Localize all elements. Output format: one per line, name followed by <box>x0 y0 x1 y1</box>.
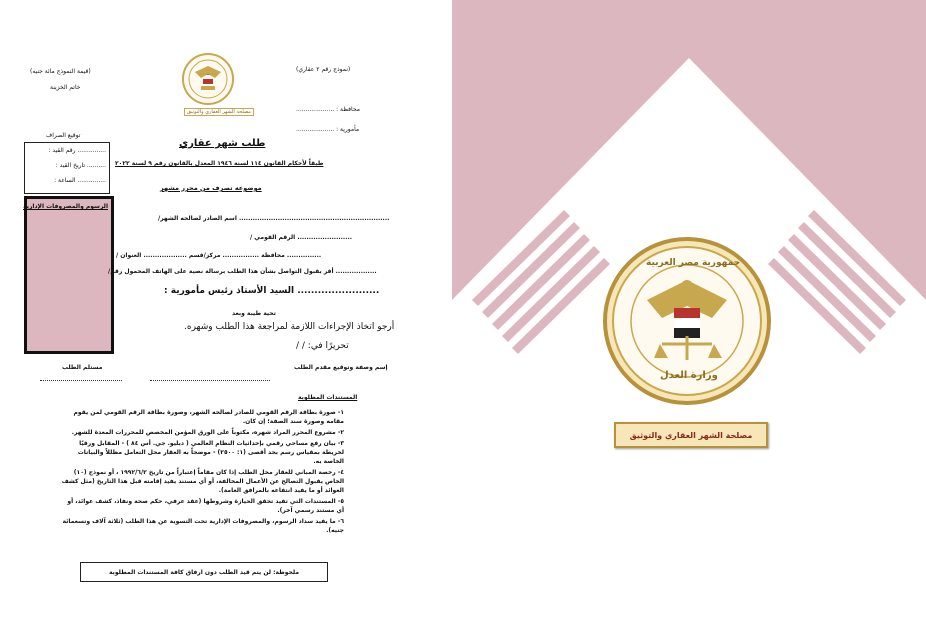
national-id-label: الرقم القومي / <box>250 234 296 241</box>
governorate-field: محافظة : .................... <box>296 106 360 113</box>
office-label: مأمورية : <box>336 126 360 133</box>
treasury-stamp-label: خاتم الخزينة <box>50 84 81 91</box>
entry-date-label: تاريخ القيد : <box>55 162 86 169</box>
document-item: ٣- بيان رفع مساحي رقمي بإحداثيات النظام العالمي ( دبليو. جي. أس ٨٤ ) - المقابل ورقيًا لخريطة بمقياس رسم بحد أقصى (١: ٢٥٠٠) - موضحاً به العقار محل التعامل مظللاً والبيانات الخاصة به. <box>77 440 344 465</box>
cashier-box <box>24 142 110 194</box>
governorate-label: محافظة : <box>336 106 360 113</box>
cover-page <box>452 0 926 622</box>
fees-box-title: الرسوم والمصروفات الإدارية <box>23 203 108 210</box>
emblem-bottom-text: وزارة العدل <box>660 370 718 381</box>
document-item: ٤- رخصة المباني للعقار محل الطلب إذا كان مقاماً إعتباراً من تاريخ ١٩٩٢/٦/٢ ، أو نموذج (١٠) الخاص بقبول التصالح عن الأعمال المخالفة، أو أي مستند يفيد إقامته قبل هذا التاريخ (مثل كشف العوائد أو ما يفيد انتفاعه بالمرافق العامة). <box>61 469 344 494</box>
address-district-label: مركز/قسم <box>188 252 221 259</box>
time-field: ............... الساعة : <box>54 177 106 184</box>
cover-banner <box>614 422 768 448</box>
address-label: العنوان / <box>116 252 142 259</box>
emblem-top-text: جمهورية مصر العربية <box>646 258 741 268</box>
entry-date-field: .......... تاريخ القيد : <box>55 162 106 169</box>
documents-list <box>60 408 344 535</box>
ministry-emblem <box>602 236 772 406</box>
addressee-field: ........................ السيد الأستاذ رئيس مأمورية : <box>164 286 380 296</box>
greeting: تحية طيبة وبعد <box>232 310 276 317</box>
form-title: طلب شهر عقاري <box>179 138 266 149</box>
note-box <box>80 562 328 582</box>
applicant-name-label: اسم الصادر لصالحه الشهر/ <box>158 215 237 222</box>
form-page <box>0 0 452 622</box>
receiver-label: مستلم الطلب <box>62 364 103 371</box>
fees-box <box>24 196 114 354</box>
entry-no-label: رقم القيد : <box>48 147 76 154</box>
office-field: مأمورية : .................... <box>296 126 360 133</box>
applicant-sign-line <box>150 380 270 381</box>
dated-field: تحريرًا في: / / <box>296 341 349 351</box>
subject-line: موضوعه تصرف من محرر مشهر <box>160 184 262 192</box>
applicant-sign-label: إسم وصفة وتوقيع مقدم الطلب <box>294 364 388 371</box>
form-value: (قيمة النموذج مائة جنيه) <box>30 68 91 75</box>
address-field: ............... محافظة ................ مركز/قسم ................... العنوان / <box>116 252 322 259</box>
applicant-name-field: .................................................................. اسم الصادر لصالحه الشهر/ <box>158 215 390 222</box>
form-number: (نموذج رقم ٢ عقاري) <box>296 66 351 73</box>
note-text: ملحوظة: لن يتم قيد الطلب دون ارفاق كافة المستندات المطلوبة <box>108 568 300 576</box>
documents-heading: المستندات المطلوبة <box>298 394 358 401</box>
receiver-sign-line <box>40 380 122 381</box>
law-line: طبقاً لأحكام القانون ١١٤ لسنة ١٩٤٦ المعدل بالقانون رقم ٩ لسنة ٢٠٢٢ <box>115 160 324 167</box>
entry-no-field: ............... رقم القيد : <box>48 147 106 154</box>
request-text: أرجو اتخاذ الإجراءات اللازمة لمراجعة هذا الطلب وشهره. <box>184 322 395 332</box>
document-item: ٢- مشروع المحرر المراد شهره، مكتوباً على الورق المؤمن المخصص للمحررات المعدة للشهر. <box>71 429 344 436</box>
national-id-field: ........................ الرقم القومي / <box>250 234 353 241</box>
cashier-sign-label: توقيع الصراف <box>46 132 81 139</box>
consent-label: أقر بقبول التواصل بشأن هذا الطلب برسالة نصية على الهاتف المحمول رقم/ <box>108 268 334 275</box>
ministry-logo-small <box>181 52 235 106</box>
address-governorate-label: محافظة <box>261 252 285 259</box>
document-item: ١- صورة بطاقة الرقم القومي للصادر لصالحه الشهر، وصورة بطاقة الرقم القومي لمن يقوم مقامه وصورة سند الصفة؛ إن كان. <box>73 409 344 425</box>
logo-caption: مصلحة الشهر العقاري والتوثيق <box>184 108 254 116</box>
cover-banner-text: مصلحة الشهر العقاري والتوثيق <box>629 430 753 440</box>
addressee-label: السيد الأستاذ رئيس مأمورية : <box>164 286 295 296</box>
document-item: ٦- ما يفيد سداد الرسوم، والمصروفات الإدارية تحت التسوية عن هذا الطلب (ثلاثة آلاف وتسعمائة جنيه). <box>62 518 344 534</box>
document-item: ٥- المستندات التي تفيد تحقق الحيازة وشروطها (عقد عرفي، حكم صحة ونفاذ، كشف عوائد، أو أي مستند رسمي آخر). <box>67 498 344 514</box>
time-label: الساعة : <box>54 177 76 184</box>
consent-field: .................. أقر بقبول التواصل بشأن هذا الطلب برسالة نصية على الهاتف المحمول رقم/ <box>108 268 377 275</box>
